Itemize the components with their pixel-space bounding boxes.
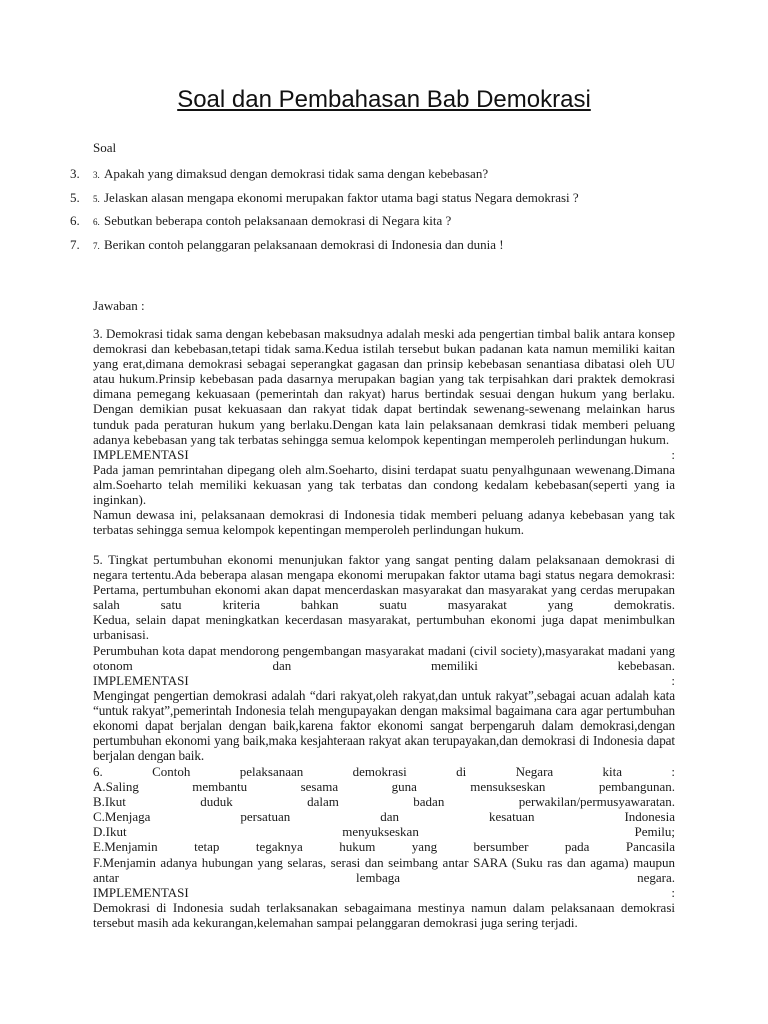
implementasi-row: [93, 673, 675, 688]
implementasi-colon: :: [671, 446, 675, 462]
question-text: Berikan contoh pelanggaran pelaksanaan demokrasi di Indonesia dan dunia !: [104, 237, 504, 252]
answer-6-item: C.Menjaga persatuan dan kesatuan Indonesia: [93, 809, 675, 825]
jawaban-heading: Jawaban :: [93, 298, 145, 313]
implementasi-label: IMPLEMENTASI: [93, 672, 189, 688]
implementasi-label: IMPLEMENTASI: [93, 446, 189, 462]
answer-6-item: B.Ikut duduk dalam badan perwakilan/permusyawaratan.: [93, 794, 675, 810]
question-sub-number: 3.: [93, 170, 100, 180]
question-text: Sebutkan beberapa contoh pelaksanaan demokrasi di Negara kita ?: [104, 213, 452, 228]
question-sub-number: 6.: [93, 217, 100, 227]
answer-3: [93, 326, 675, 537]
implementasi-row: [93, 885, 675, 900]
question-number: 6.: [70, 213, 80, 228]
answer-3-paragraph: Pada jaman pemrintahan dipegang oleh alm.Soeharto, disini terdapat suatu penyalhgunaan wewenang.Dimana alm.Soeharto telah memiliki kekuasan yang tak terbatas dan condong kedalam kebebasan(seperti yang ia inginkan).: [93, 461, 675, 508]
implementasi-colon: :: [671, 884, 675, 900]
answer-6-item: E.Menjamin tetap tegaknya hukum yang bersumber pada Pancasila: [93, 839, 675, 855]
answer-3-paragraph: 3. Demokrasi tidak sama dengan kebebasan maksudnya adalah meski ada pengertian timbal balik antara konsep demokrasi dan kebebasan,tetapi tidak sama.Kedua istilah tersebut bukan padanan kata namun memiliki kaitan yang erat,dimana demokrasi sebagai seperangkat gagasan dan prinsip kebebasan senantiasa dibatasi oleh UU atau hukum.Prinsip kebebasan pada dasarnya merupakan bagian yang tak terpisahkan dari praktek demokrasi dimana pemegang kekuasaan (pemerintah dan rakyat) harus bertindak sesuai dengan hukum yang berlaku. Dengan demikian pusat kekuasaan dan rakyat tidak dapat bertindak sewenang-sewenang melainkan harus tunduk pada peraturan hukum yang berlaku.Dengan kata lain pelaksanaan demkrasi tidak memberi peluang adanya kebebasan yang tak terbatas sehingga semua kelompok kepentingan memperoleh perlindungan hukum.: [93, 326, 675, 447]
implementasi-colon: :: [671, 672, 675, 688]
soal-heading: Soal: [93, 140, 117, 155]
answer-6-item: A.Saling membantu sesama guna mensukseskan pembangunan.: [93, 779, 675, 795]
question-number: 3.: [70, 166, 80, 181]
question-text: Apakah yang dimaksud dengan demokrasi tidak sama dengan kebebasan?: [104, 166, 489, 181]
answer-6: [93, 764, 675, 930]
question-text: Jelaskan alasan mengapa ekonomi merupakan faktor utama bagi status Negara demokrasi ?: [104, 190, 579, 205]
answer-6-item: D.Ikut menyukseskan Pemilu;: [93, 824, 675, 840]
implementasi-row: [93, 447, 675, 462]
implementasi-label: IMPLEMENTASI: [93, 884, 189, 900]
answer-5-paragraph: Kedua, selain dapat meningkatkan kecerdasan masyarakat, pertumbuhan ekonomi juga dapat menimbulkan urbanisasi.: [93, 612, 675, 643]
answer-3-paragraph: Namun dewasa ini, pelaksanaan demokrasi di Indonesia tidak memberi peluang adanya kebebasan yang tak terbatas sehingga semua kelompok kepentingan memperoleh perlindungan hukum.: [93, 507, 675, 538]
document-title: Soal dan Pembahasan Bab Demokrasi: [177, 86, 591, 113]
question-number: 5.: [70, 190, 80, 205]
question-sub-number: 5.: [93, 194, 100, 204]
answer-6-paragraph: Demokrasi di Indonesia sudah terlaksanakan sebagaimana mestinya namun dalam pelaksanaan demokrasi tersebut masih ada kekurangan,kelemahan sampai pelanggaran demokrasi juga sering terjadi.: [93, 899, 675, 930]
question-number: 7.: [70, 237, 80, 252]
answer-5: [93, 552, 675, 763]
question-sub-number: 7.: [93, 241, 100, 251]
answer-5-paragraph: Mengingat pengertian demokrasi adalah “dari rakyat,oleh rakyat,dan untuk rakyat”,sebagai acuan adalah kata “untuk rakyat”,pemerintah Indonesia telah mengupayakan dengan maksimal bagaimana cara agar pertumbuhan ekonomi dapat berjalan dengan baik,karena faktor ekonomi sangat berpengaruh dalam demokrasi,dengan pertumbuhan ekonomi yang baik,maka kesjahteraan rakyat akan terupayakan,dan demokrasi di Indonesia dapat berjalan dengan baik.: [93, 687, 675, 764]
answer-6-intro: 6. Contoh pelaksanaan demokrasi di Negara kita :: [93, 764, 675, 779]
answer-6-item: F.Menjamin adanya hubungan yang selaras, serasi dan seimbang antar SARA (Suku ras dan agama) maupun antar lembaga negara.: [93, 854, 675, 885]
answer-5-paragraph: Perumbuhan kota dapat mendorong pengembangan masyarakat madani (civil society),masyarakat madani yang otonom dan memiliki kebebasan.: [93, 642, 675, 673]
answer-5-paragraph: 5. Tingkat pertumbuhan ekonomi menunjukan faktor yang sangat penting dalam pelaksanaan demokrasi di negara tertentu.Ada beberapa alasan mengapa ekonomi merupakan faktor utama bagi status negara demokrasi: Pertama, pertumbuhan ekonomi akan dapat mencerdaskan masyarakat dan masyarakat yang cerdas merupakan salah satu kriteria bahkan suatu masyarakat yang demokratis.: [93, 552, 675, 613]
